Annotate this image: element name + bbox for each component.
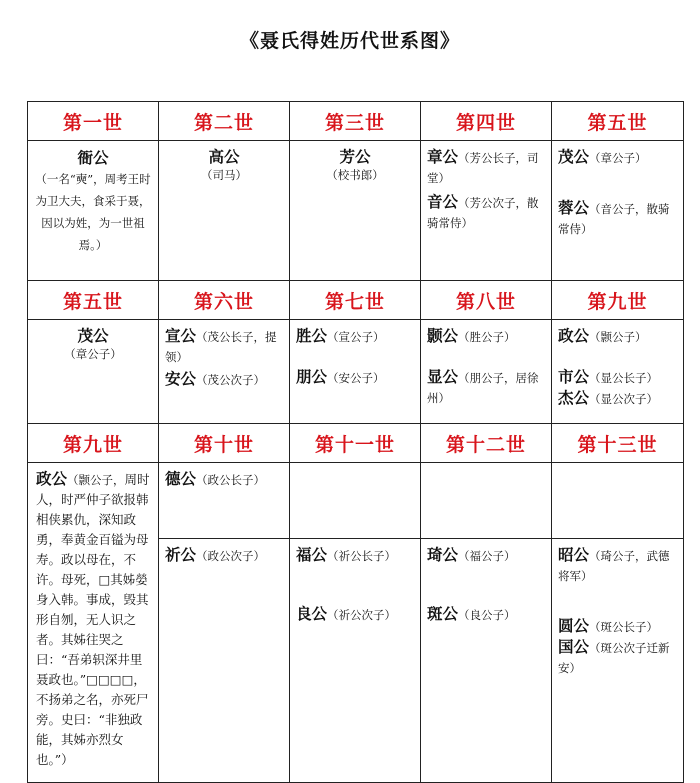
person-note: （芳公次子，散骑常侍） (427, 196, 539, 230)
generation-header: 第十世 (159, 424, 290, 463)
cell (159, 463, 290, 539)
person-name: 章公 (427, 147, 459, 166)
cell (290, 539, 421, 783)
person-note: （斑公长子） (589, 620, 659, 634)
person-name: 福公 (296, 545, 328, 564)
person-name: 政公 (558, 326, 590, 345)
person-note: （一名“奭”，周考王时为卫大夫，食采于聂，因以为姓，为一世祖焉。） (35, 172, 151, 252)
cell (28, 320, 159, 424)
person-name: 茂公 (558, 147, 590, 166)
person-note: （福公子） (458, 549, 516, 563)
cell (290, 320, 421, 424)
page-title: 《聂氏得姓历代世系图》 (239, 30, 460, 52)
person-note: （政公次子） (196, 549, 266, 563)
cell (290, 463, 421, 539)
cell (552, 141, 684, 281)
generation-header: 第三世 (290, 102, 421, 141)
cell (552, 539, 684, 783)
person-name: 蓉公 (558, 198, 590, 217)
person-note: （琦公子，武德将军） (558, 549, 670, 583)
cell (159, 539, 290, 783)
person-note: （朋公子，居徐州） (427, 371, 539, 405)
person-name: 音公 (427, 192, 459, 211)
person-name: 宣公 (165, 326, 197, 345)
cell (159, 320, 290, 424)
person-name: 显公 (427, 367, 459, 386)
person-name: 政公 (36, 469, 68, 488)
cell (421, 141, 552, 281)
person-name: 胜公 (296, 326, 328, 345)
person-note: （胜公子） (458, 330, 516, 344)
generation-header: 第七世 (290, 281, 421, 320)
person-note: （良公子） (458, 608, 516, 622)
person-name: 安公 (165, 369, 197, 388)
person-name: 茂公 (77, 326, 109, 345)
person-note: （校书郎） (326, 168, 384, 182)
lineage-table (27, 101, 684, 783)
cell (28, 141, 159, 281)
person-name: 圆公 (558, 616, 590, 635)
person-biography: 周时人，时严仲子欲报韩相侠累仇，深知政勇，奉黄金百镒为母寿。政以母在，不许。母死，□其姊嫈身入韩。事成，毁其形自刎，无人识之者。其姊往哭之曰：“吾弟轵深井里聂政也。”□□□□，不扬弟之名，亦死尸旁。史曰：“非独政能，其姊亦烈女也。”） (36, 472, 150, 767)
person-note: （政公长子） (196, 473, 266, 487)
person-note: （宣公子） (327, 330, 385, 344)
cell (552, 463, 684, 539)
cell (159, 141, 290, 281)
generation-header: 第八世 (421, 281, 552, 320)
person-name: 琦公 (427, 545, 459, 564)
header-row-2 (28, 281, 684, 320)
generation-header: 第九世 (552, 281, 684, 320)
person-name: 高公 (208, 147, 240, 166)
person-name: 祈公 (165, 545, 197, 564)
person-note: （安公子） (327, 371, 385, 385)
generation-header: 第四世 (421, 102, 552, 141)
person-note: （祈公长子） (327, 549, 397, 563)
generation-header: 第十一世 (290, 424, 421, 463)
person-note: （颢公子， (67, 473, 125, 487)
person-note: （颢公子） (589, 330, 647, 344)
generation-header: 第五世 (28, 281, 159, 320)
person-name: 德公 (165, 469, 197, 488)
person-note: （音公子，散骑常侍） (558, 202, 670, 236)
person-note: （章公子） (64, 347, 122, 361)
person-name: 国公 (558, 637, 590, 656)
cell (421, 320, 552, 424)
person-note: （章公子） (589, 151, 647, 165)
person-note: （显公长子） (589, 371, 659, 385)
cell (290, 141, 421, 281)
person-name: 良公 (296, 604, 328, 623)
person-name: 颢公 (427, 326, 459, 345)
generation-header: 第五世 (552, 102, 684, 141)
generation-header: 第二世 (159, 102, 290, 141)
generation-header: 第十二世 (421, 424, 552, 463)
content-row-1 (28, 141, 684, 281)
person-name: 市公 (558, 367, 590, 386)
person-note: （司马） (201, 168, 247, 182)
content-row-2 (28, 320, 684, 424)
person-note: （祈公次子） (327, 608, 397, 622)
header-row-3 (28, 424, 684, 463)
person-name: 衙公 (77, 148, 109, 167)
cell (28, 463, 159, 783)
person-name: 朋公 (296, 367, 328, 386)
cell (421, 463, 552, 539)
generation-header: 第九世 (28, 424, 159, 463)
person-name: 杰公 (558, 388, 590, 407)
generation-header: 第十三世 (552, 424, 684, 463)
cell (421, 539, 552, 783)
person-note: （斑公次子迁新安） (558, 641, 670, 675)
person-name: 昭公 (558, 545, 590, 564)
header-row-1 (28, 102, 684, 141)
person-note: （茂公次子） (196, 373, 266, 387)
person-note: （茂公长子，提领） (165, 330, 277, 364)
person-note: （芳公长子，司堂） (427, 151, 539, 185)
cell (552, 320, 684, 424)
generation-header: 第一世 (28, 102, 159, 141)
person-name: 芳公 (339, 147, 371, 166)
generation-header: 第六世 (159, 281, 290, 320)
person-note: （显公次子） (589, 392, 659, 406)
content-row-3a (28, 463, 684, 539)
person-name: 斑公 (427, 604, 459, 623)
